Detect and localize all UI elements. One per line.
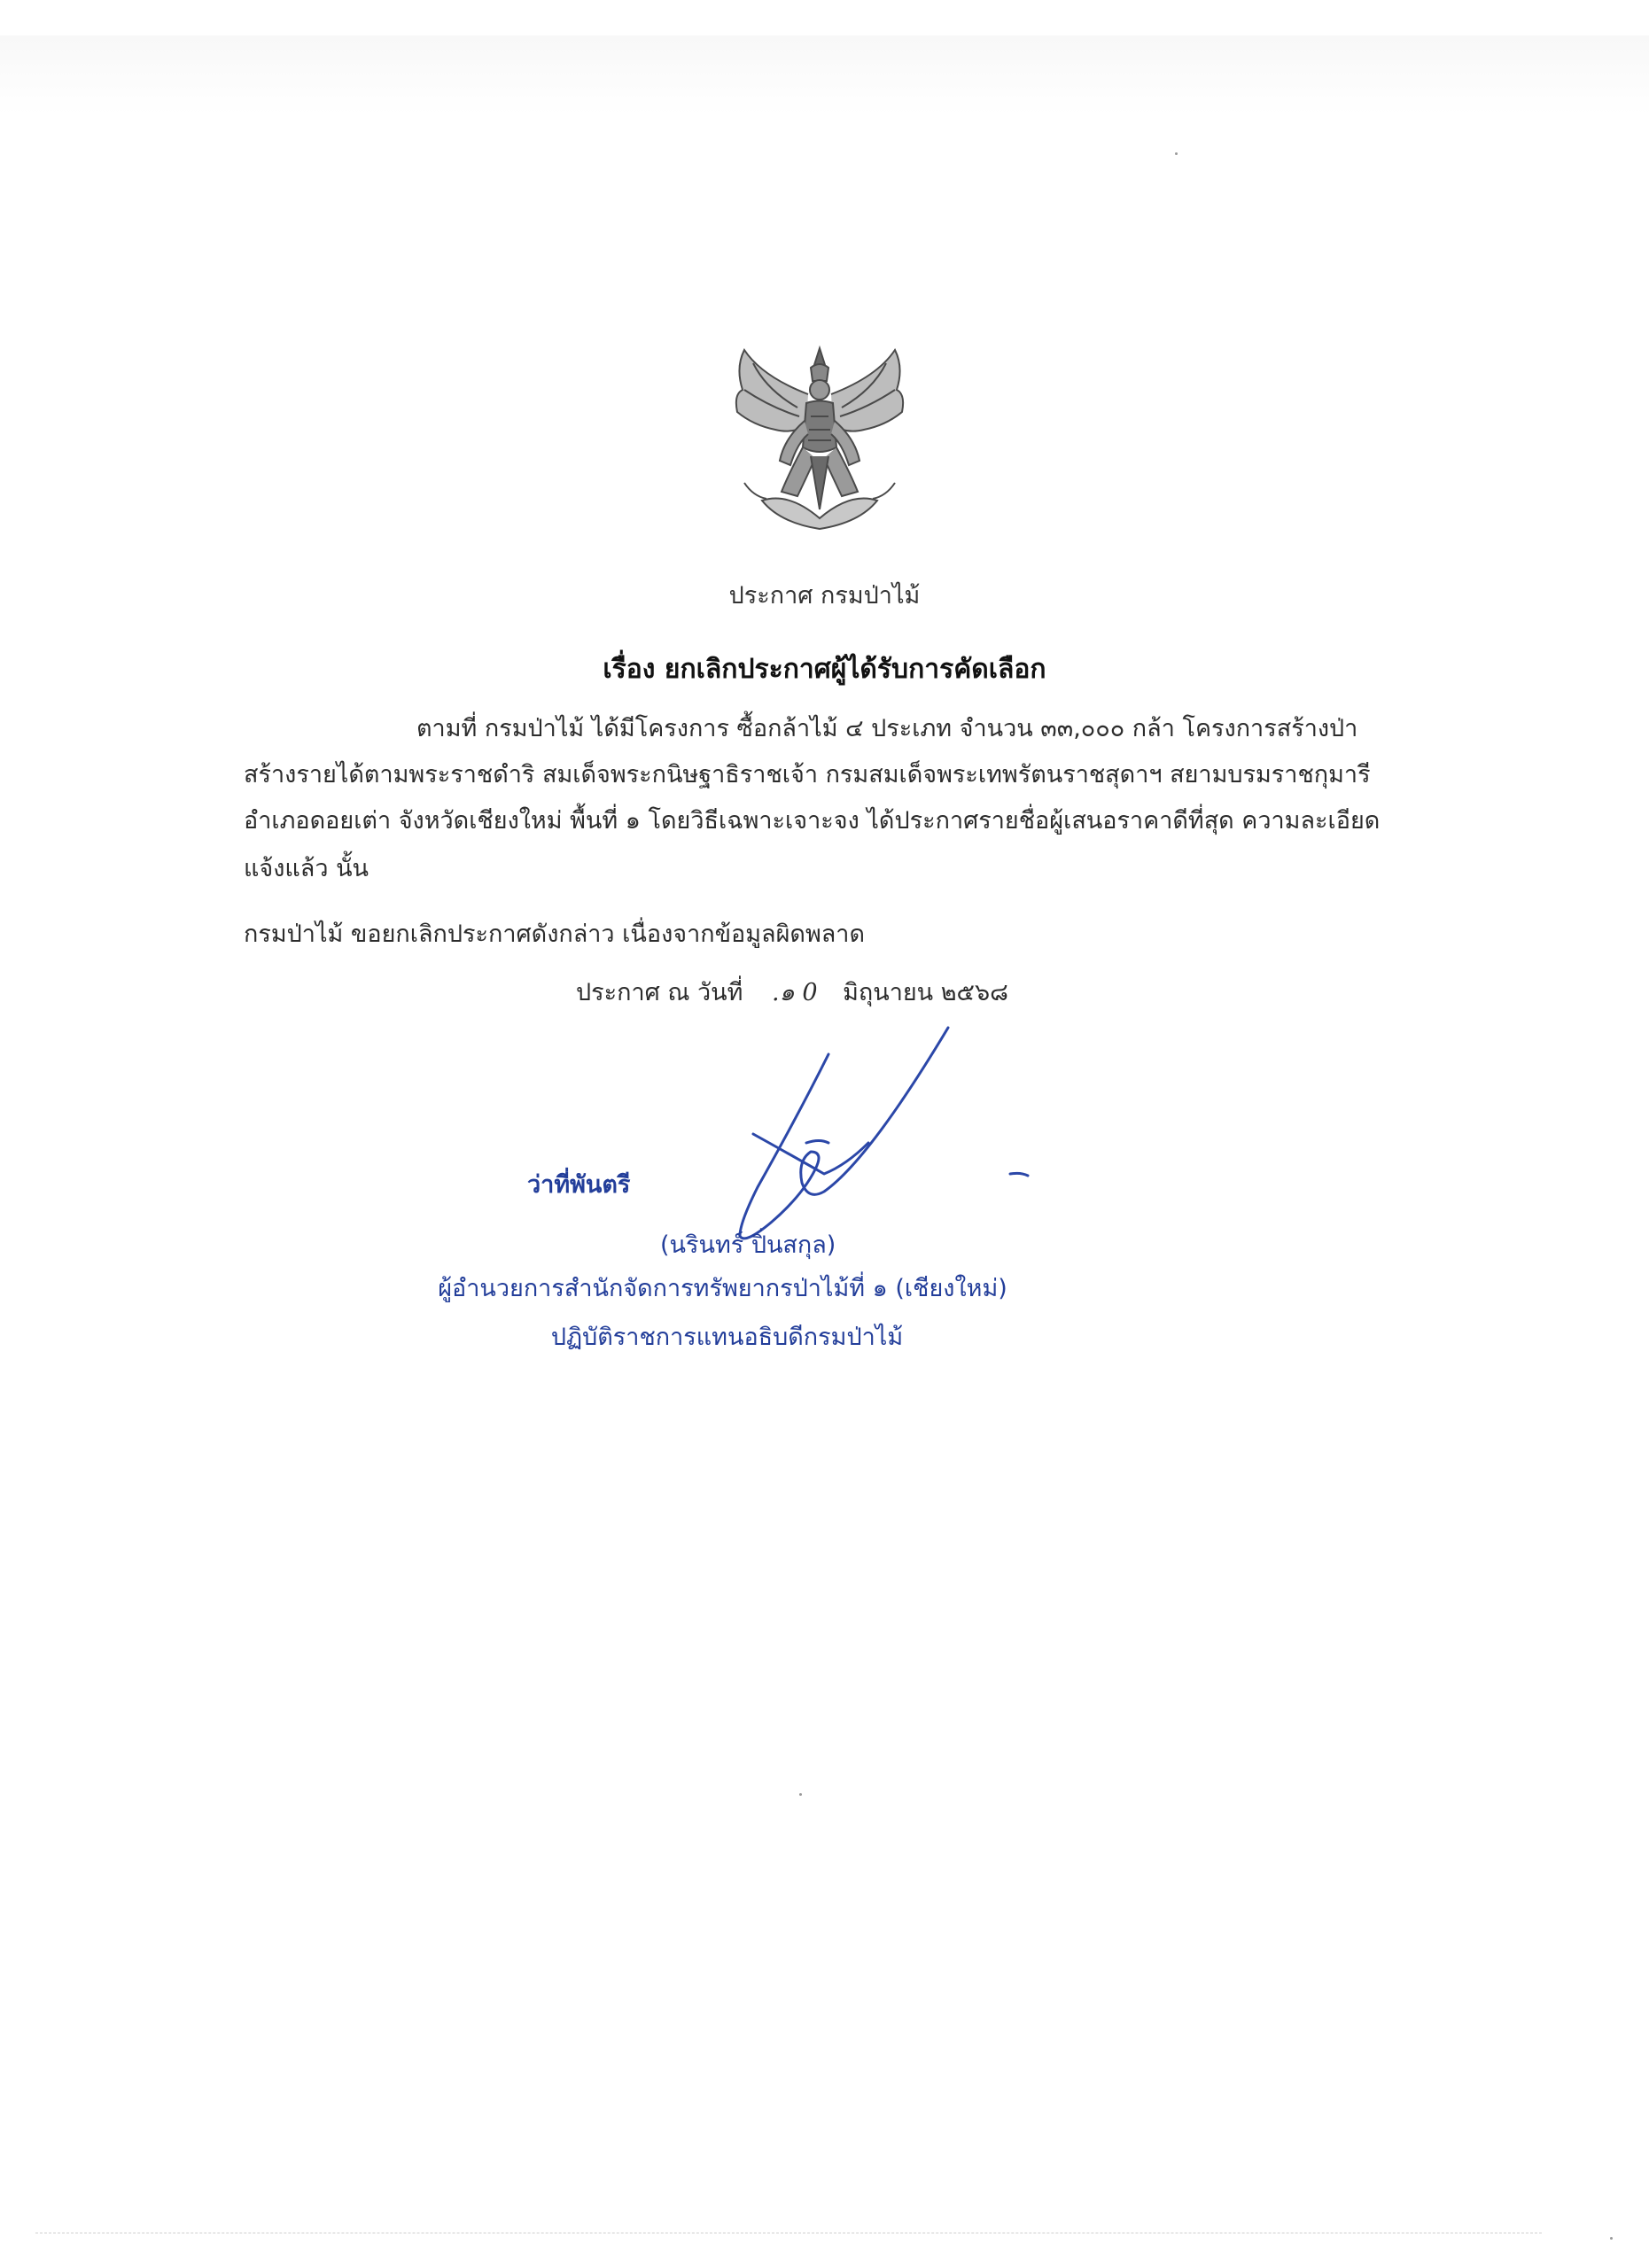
garuda-emblem-icon	[727, 341, 913, 536]
scan-shading	[0, 35, 1649, 115]
announcement-date	[576, 973, 1008, 1011]
signatory-acting-as: ปฏิบัติราชการแทนอธิบดีกรมป่าไม้	[550, 1324, 904, 1351]
signatory-rank: ว่าที่พันตรี	[527, 1171, 631, 1199]
issuing-agency: ประกาศ กรมป่าไม้	[728, 582, 921, 610]
body-line-2: สร้างรายได้ตามพระราชดำริ สมเด็จพระกนิษฐาธิราชเจ้า กรมสมเด็จพระเทพรัตนราชสุดาฯ สยามบรมราชกุมารี	[244, 761, 1371, 788]
body-line-1: ตามที่ กรมป่าไม้ ได้มีโครงการ ซื้อกล้าไม้ ๔ ประเภท จำนวน ๓๓,๐๐๐ กล้า โครงการสร้างป่า	[416, 715, 1358, 742]
date-day: .๑ 0	[772, 979, 818, 1006]
body-line-3: อำเภอดอยเต่า จังหวัดเชียงใหม่ พื้นที่ ๑ โดยวิธีเฉพาะเจาะจง ได้ประกาศรายชื่อผู้เสนอราคาดีที่สุด ความละเอียด	[244, 807, 1381, 835]
body-line-5: กรมป่าไม้ ขอยกเลิกประกาศดังกล่าว เนื่องจากข้อมูลผิดพลาด	[244, 920, 865, 948]
date-prefix: ประกาศ ณ วันที่	[576, 979, 743, 1006]
document-subject: เรื่อง ยกเลิกประกาศผู้ได้รับการคัดเลือก	[603, 654, 1046, 685]
signatory-position: ผู้อำนวยการสำนักจัดการทรัพยากรป่าไม้ที่ ๑ (เชียงใหม่)	[438, 1275, 1007, 1302]
scan-speck	[1175, 152, 1178, 155]
scan-speck	[1610, 2237, 1613, 2240]
signatory-name: (นรินทร์ ปิ่นสกุล)	[660, 1231, 836, 1259]
date-month-year: มิถุนายน ๒๕๖๘	[843, 979, 1008, 1006]
scan-speck	[799, 1793, 802, 1796]
body-line-4: แจ้งแล้ว นั้น	[244, 855, 369, 882]
